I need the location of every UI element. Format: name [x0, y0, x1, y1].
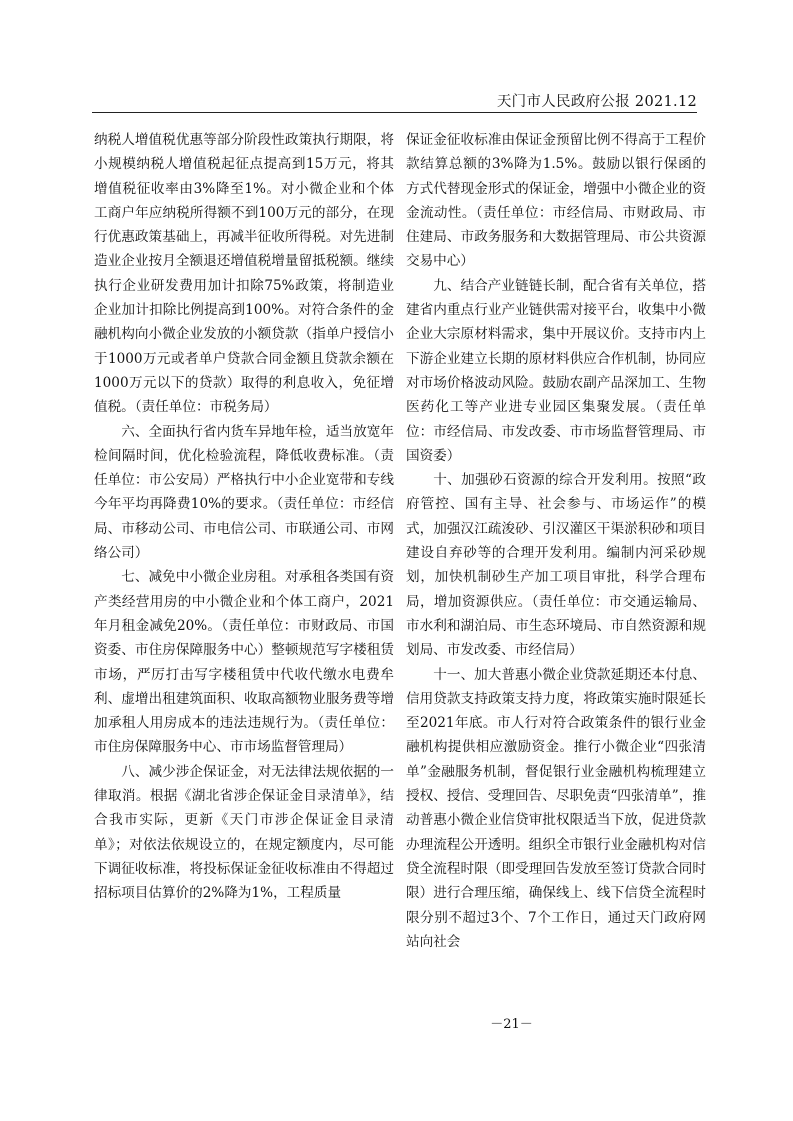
paragraph: 六、全面执行省内货车异地年检，适当放宽年检间隔时间，优化检验流程，降低收费标准。（责任单位：市公安局）严格执行中小企业宽带和专线今年平均再降费10%的要求。（责任单位：市经信局、市移动公司、市电信公司、市联通公司、市网络公司）	[94, 423, 394, 562]
paragraph: 十、加强砂石资源的综合开发利用。按照“政府管控、国有主导、社会参与、市场运作”的模式，加强汉江疏浚砂、引汉灌区干渠淤积砂和项目建设自弃砂等的合理开发利用。编制内河采砂规划，加快机制砂生产加工项目审批，科学合理布局，增加资源供应。（责任单位：市交通运输局、市水利和湖泊局、市生态环境局、市自然资源和规划局、市发改委、市经信局）	[406, 472, 706, 659]
right-column	[406, 128, 706, 954]
left-column	[94, 128, 394, 906]
paragraph: 纳税人增值税优惠等部分阶段性政策执行期限，将小规模纳税人增值税起征点提高到15万元，将其增值税征收率由3%降至1%。对小微企业和个体工商户年应纳税所得额不到100万元的部分，在现行优惠政策基础上，再减半征收所得税。对先进制造业企业按月全额退还增值税增量留抵税额。继续执行企业研发费用加计扣除75%政策，将制造业企业加计扣除比例提高到100%。对符合条件的金融机构向小微企业发放的小额贷款（指单户授信小于1000万元或者单户贷款合同金额且贷款余额在1000万元以下的贷款）取得的利息收入，免征增值税。（责任单位：市税务局）	[94, 132, 394, 416]
paragraph: 保证金征收标准由保证金预留比例不得高于工程价款结算总额的3%降为1.5%。鼓励以银行保函的方式代替现金形式的保证金，增强中小微企业的资金流动性。（责任单位：市经信局、市财政局、市住建局、市政务服务和大数据管理局、市公共资源交易中心）	[406, 132, 706, 270]
paragraph: 七、减免中小微企业房租。对承租各类国有资产类经营用房的中小微企业和个体工商户，2021年月租金减免20%。（责任单位：市财政局、市国资委、市住房保障服务中心）整顿规范写字楼租赁市场，严厉打击写字楼租赁中代收代缴水电费牟利、虚增出租建筑面积、收取高额物业服务费等增加承租人用房成本的违法违规行为。（责任单位：市住房保障服务中心、市市场监督管理局）	[94, 569, 394, 756]
paragraph: 九、结合产业链链长制，配合省有关单位，搭建省内重点行业产业链供需对接平台，收集中小微企业大宗原材料需求，集中开展议价。支持市内上下游企业建立长期的原材料供应合作机制，协同应对市场价格波动风险。鼓励农副产品深加工、生物医药化工等产业进专业园区集聚发展。（责任单位：市经信局、市发改委、市市场监督管理局、市国资委）	[406, 277, 706, 464]
paragraph: 八、减少涉企保证金，对无法律法规依据的一律取消。根据《湖北省涉企保证金目录清单》，结合我市实际，更新《天门市涉企保证金目录清单》；对依法依规设立的，在规定额度内，尽可能下调征收标准，将投标保证金征收标准由不得超过招标项目估算价的2%降为1%，工程质量	[94, 763, 394, 902]
paragraph: 十一、加大普惠小微企业贷款延期还本付息、信用贷款支持政策支持力度，将政策实施时限延长至2021年底。市人行对符合政策条件的银行业金融机构提供相应激励资金。推行小微企业“四张清单”金融服务机制，督促银行业金融机构梳理建立授权、授信、受理回告、尽职免责“四张清单”，推动普惠小微企业信贷审批权限适当下放，促进贷款办理流程公开透明。组织全市银行业金融机构对信贷全流程时限（即受理回告发放至签订贷款合同时限）进行合理压缩，确保线上、线下信贷全流程时限分别不超过3个、7个工作日，通过天门政府网站向社会	[406, 666, 706, 950]
page-number: －21－	[490, 1017, 533, 1032]
publication-title: 天门市人民政府公报 2021.12	[496, 94, 697, 110]
page-header	[92, 90, 697, 113]
page-footer	[0, 1013, 793, 1032]
